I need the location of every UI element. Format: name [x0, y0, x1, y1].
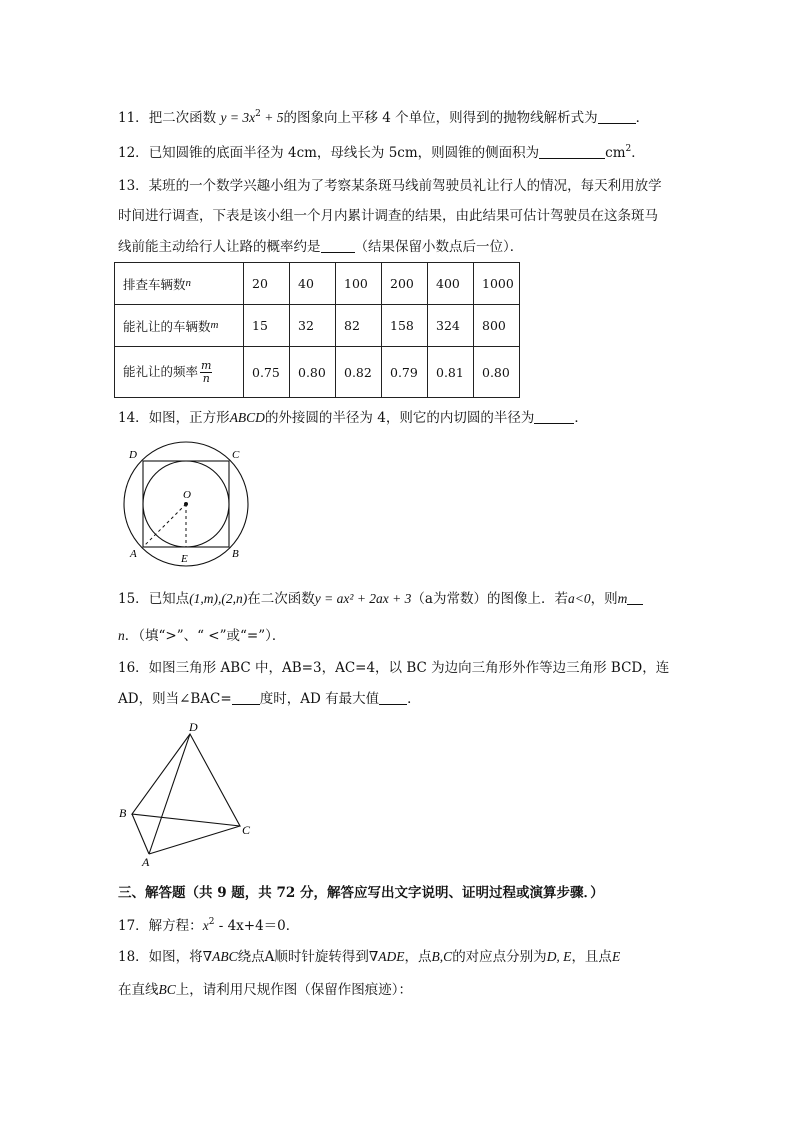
- question-11: 11．把二次函数 $y = 3x^2 + 5$的图象向上平移 4 个单位，则得到的抛物线解析式为 ．: [118, 109, 650, 126]
- label-a: A: [142, 855, 150, 869]
- row-header: 能礼让的频率 $\frac{m}{n}$: [115, 347, 244, 398]
- table-row: 排查车辆数n 20 40 100 200 400 1000: [115, 263, 520, 305]
- triangle-figure: [112, 716, 262, 871]
- answer-blank[interactable]: [627, 590, 643, 605]
- row-header: 能礼让的车辆数m: [115, 305, 244, 347]
- center-point-o: [184, 502, 188, 506]
- question-13-line2: 时间进行调查，下表是该小组一个月内累计调查的结果，由此结果可估计驾驶员在这条斑马: [118, 208, 658, 224]
- label-o: O: [183, 489, 191, 501]
- segment-ad: [149, 734, 190, 854]
- answer-blank[interactable]: [598, 109, 636, 124]
- question-18-line2: 在直线BC上，请利用尺规作图（保留作图痕迹）：: [118, 982, 413, 998]
- answer-blank[interactable]: [534, 409, 574, 424]
- formula-y: y: [220, 110, 227, 125]
- dashed-line-oa: [143, 504, 186, 547]
- table-row: 能礼让的频率 $\frac{m}{n}$ 0.75 0.80 0.82 0.79 0.81 0.80: [115, 347, 520, 398]
- equilateral-triangle-bcd: [132, 734, 240, 826]
- label-b: B: [119, 806, 127, 820]
- label-a: A: [130, 548, 137, 560]
- label-c: C: [232, 449, 240, 461]
- label-d: D: [189, 720, 198, 734]
- row-header: 排查车辆数n: [115, 263, 244, 305]
- question-16-line1: 16．如图三角形 ABC 中，AB=3，AC=4，以 BC 为边向三角形外作等边三角形 BCD，连: [118, 660, 670, 676]
- question-15-line2: n．（填“>”、“ <”或“=”）．: [118, 628, 286, 644]
- answer-blank[interactable]: [232, 690, 260, 705]
- question-16-line2: AD，则当∠BAC= 度时，AD 有最大值 ．: [118, 691, 421, 707]
- question-12: 12．已知圆锥的底面半径为 4cm，母线长为 5cm，则圆锥的侧面积为 $cm^2$．: [118, 144, 645, 161]
- question-17: 17．解方程：$x^2 - 4x+4=0$．: [118, 917, 300, 934]
- frequency-table: [114, 262, 520, 398]
- segment-ab: [132, 814, 149, 854]
- segment-ac: [149, 826, 240, 854]
- answer-blank[interactable]: [379, 690, 407, 705]
- question-13-line1: 13．某班的一个数学兴趣小组为了考察某条斑马线前驾驶员礼让行人的情况，每天利用放学: [118, 178, 662, 194]
- label-e: E: [181, 553, 188, 565]
- label-b: B: [232, 548, 239, 560]
- answer-blank[interactable]: [539, 144, 605, 159]
- question-14: 14．如图，正方形ABCD的外接圆的半径为 4，则它的内切圆的半径为 ．: [118, 410, 588, 426]
- label-d: D: [129, 449, 137, 461]
- label-c: C: [242, 823, 251, 837]
- table-row: 能礼让的车辆数m 15 32 82 158 324 800: [115, 305, 520, 347]
- section-heading: 三、解答题（共 9 题，共 72 分，解答应写出文字说明、证明过程或演算步骤．）: [118, 885, 604, 901]
- fraction-m-over-n: $\frac{m}{n}$: [201, 358, 212, 385]
- answer-blank[interactable]: [321, 238, 355, 253]
- circle-square-figure: [112, 440, 262, 570]
- question-13-line3: 线前能主动给行人让路的概率约是 （结果保留小数点后一位）．: [118, 239, 524, 255]
- question-18-line1: 18．如图，将∇ABC绕点A顺时针旋转得到∇ADE，点B,C的对应点分别为D, E，且点E: [118, 949, 621, 965]
- question-15-line1: 15．已知点(1,m),(2,n)在二次函数y = ax² + 2ax + 3（a为常数）的图像上．若a<0，则m: [118, 589, 643, 609]
